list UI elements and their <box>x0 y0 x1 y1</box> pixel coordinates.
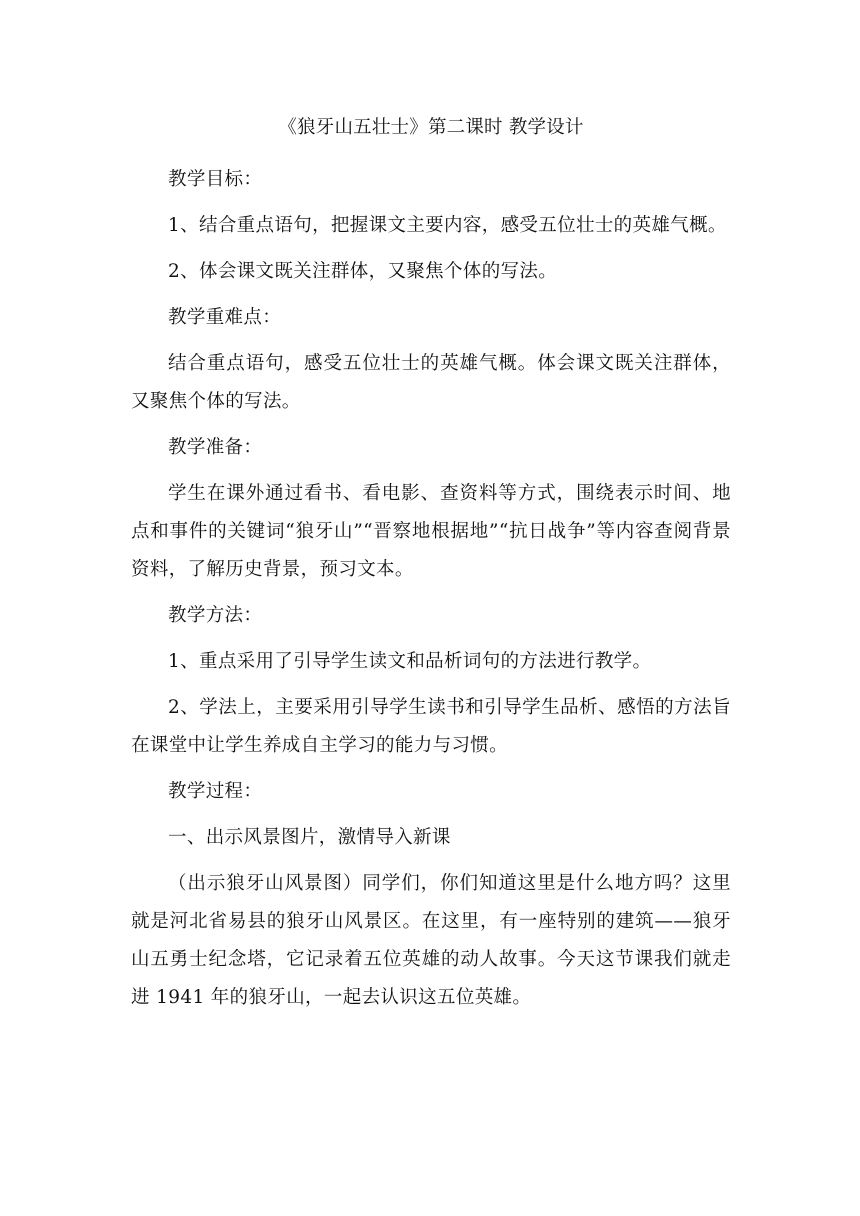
heading-methods: 教学方法： <box>168 605 263 626</box>
document-title: 《狼牙山五壮士》第二课时 教学设计 <box>278 117 584 138</box>
process-step-1-text: （出示狼牙山风景图）同学们，你们知道这里是什么地方吗？这里就是河北省易县的狼牙山风景区。在这里，有一座特别的建筑——狼牙山五勇士纪念塔，它记录着五位英雄的动人故事。今天这节课我们就走进 1941 年的狼牙山，一起去认识这五位英雄。 <box>131 873 731 1008</box>
preparation-text: 学生在课外通过看书、看电影、查资料等方式，围绕表示时间、地点和事件的关键词“狼牙山”“晋察地根据地”“抗日战争”等内容查阅背景资料，了解历史背景，预习文本。 <box>131 483 731 580</box>
heading-process: 教学过程： <box>168 781 263 802</box>
process-step-1-heading: 一、出示风景图片，激情导入新课 <box>168 827 451 848</box>
heading-key-difficulties: 教学重难点： <box>168 307 282 328</box>
heading-preparation: 教学准备： <box>168 437 263 458</box>
heading-teaching-goals: 教学目标： <box>168 169 263 190</box>
method-item-2: 2、学法上，主要采用引导学生读书和引导学生品析、感悟的方法旨在课堂中让学生养成自主学习的能力与习惯。 <box>131 697 731 756</box>
key-difficulties-text: 结合重点语句，感受五位壮士的英雄气概。体会课文既关注群体，又聚焦个体的写法。 <box>131 353 731 412</box>
method-item-1: 1、重点采用了引导学生读文和品析词句的方法进行教学。 <box>168 651 652 672</box>
document-body <box>131 113 731 1025</box>
goal-item-2: 2、体会课文既关注群体，又聚焦个体的写法。 <box>168 261 558 282</box>
goal-item-1: 1、结合重点语句，把握课文主要内容，感受五位壮士的英雄气概。 <box>168 215 727 236</box>
